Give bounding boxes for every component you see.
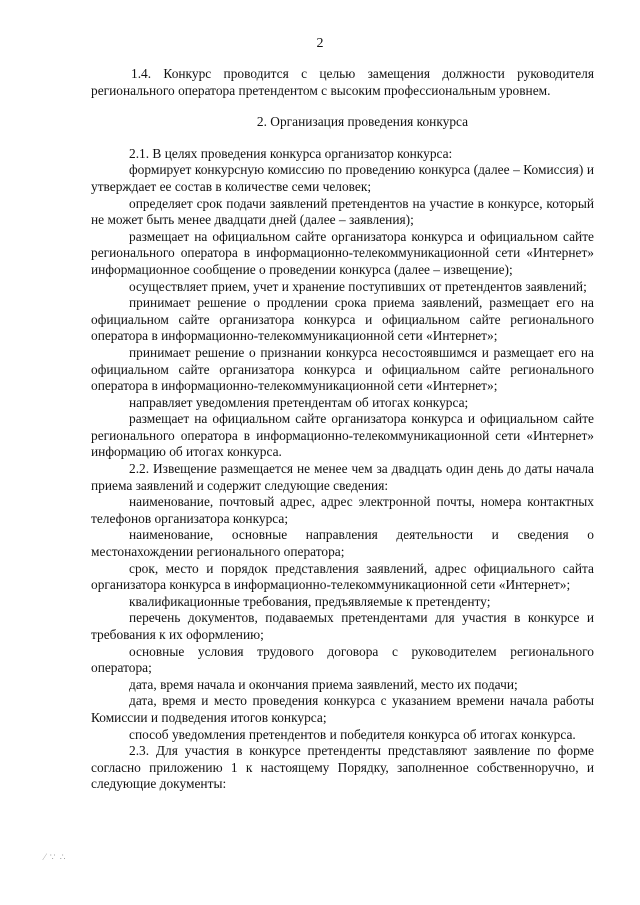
paragraph: принимает решение о признании конкурса несостоявшимся и размещает его на официальном сайте организатора конкурса и официальном сайте регионального оператора в информационно-телекоммуникационной сети «Интернет»; [91, 344, 594, 394]
paragraph: 2.2. Извещение размещается не менее чем за двадцать один день до даты начала приема заявлений и содержит следующие сведения: [91, 461, 594, 493]
paragraph: осуществляет прием, учет и хранение поступивших от претендентов заявлений; [129, 278, 587, 294]
paragraph: срок, место и порядок представления заявлений, адрес официального сайта организатора конкурса в информационно-телекоммуникационной сети «Интернет»; [91, 560, 594, 593]
paragraph: направляет уведомления претендентам об итогах конкурса; [129, 394, 469, 410]
paragraph-1-4: 1.4. Конкурс проводится с целью замещения должности руководителя регионального оператора претендентом с высоким профессиональным уровнем. [91, 66, 594, 98]
paragraph: дата, время и место проведения конкурса с указанием времени начала работы Комиссии и подведения итогов конкурса; [91, 693, 594, 725]
section-heading: 2. Организация проведения конкурса [256, 114, 469, 130]
page-number: 2 [316, 36, 324, 51]
paragraph: наименование, основные направления деятельности и сведения о местонахождении регионального оператора; [91, 527, 594, 560]
paragraph: определяет срок подачи заявлений претендентов на участие в конкурсе, который не может быть менее двадцати дней (далее – заявления); [91, 195, 594, 228]
paragraph: квалификационные требования, предъявляемые к претенденту; [129, 593, 491, 609]
paragraph: перечень документов, подаваемых претендентами для участия в конкурсе и требования к их оформлению; [91, 610, 594, 642]
scan-artifact-mark: ⁄ ∵ ∴ [44, 852, 67, 862]
document-body [91, 66, 594, 793]
paragraph: дата, время начала и окончания приема заявлений, место их подачи; [129, 676, 518, 692]
paragraph: основные условия трудового договора с руководителем регионального оператора; [91, 643, 594, 676]
paragraph: размещает на официальном сайте организатора конкурса и официальном сайте регионального оператора в информационно-телекоммуникационной сети «Интернет» информацию об итогах конкурса. [91, 411, 594, 460]
paragraph: 2.3. Для участия в конкурсе претенденты представляют заявление по форме согласно приложению 1 к настоящему Порядку, заполненное собственноручно, и следующие документы: [91, 743, 594, 792]
paragraph: принимает решение о продлении срока приема заявлений, размещает его на официальном сайте организатора конкурса и официальном сайте регионального оператора в информационно-телекоммуникационной сети «Интернет»; [91, 295, 594, 344]
paragraph: наименование, почтовый адрес, адрес электронной почты, номера контактных телефонов организатора конкурса; [91, 494, 594, 526]
paragraph: размещает на официальном сайте организатора конкурса и официальном сайте регионального оператора в информационно-телекоммуникационной сети «Интернет» информационное сообщение о проведении конкурса (далее – извещение); [91, 228, 594, 277]
paragraph: формирует конкурсную комиссию по проведению конкурса (далее – Комиссия) и утверждает ее состав в количестве семи человек; [91, 162, 594, 194]
paragraph: способ уведомления претендентов и победителя конкурса об итогах конкурса. [129, 726, 576, 742]
paragraph: 2.1. В целях проведения конкурса организатор конкурса: [129, 145, 453, 161]
